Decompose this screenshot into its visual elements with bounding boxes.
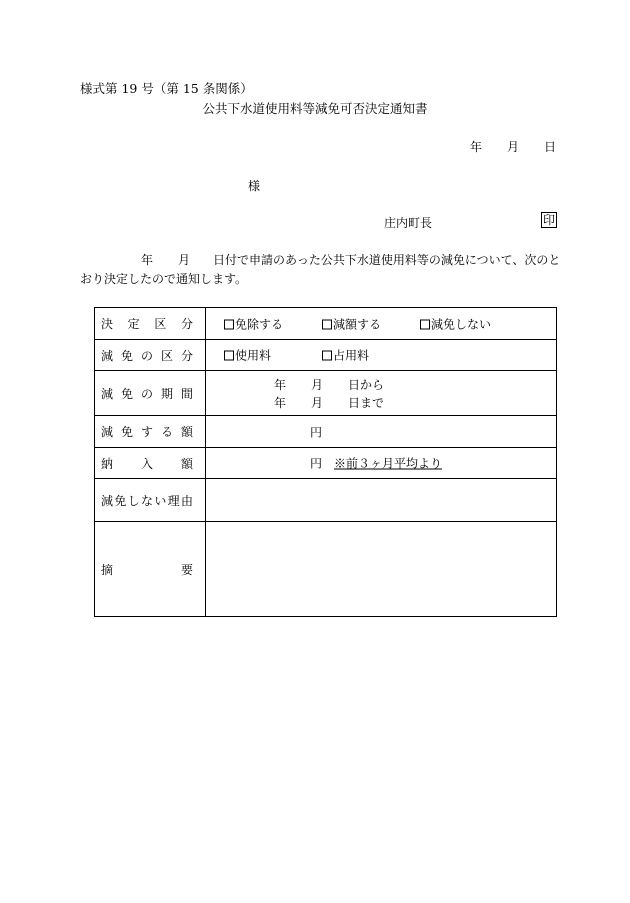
category-label: 減 免 の 区 分 xyxy=(101,348,193,363)
period-from-day: 日から xyxy=(348,378,385,392)
reason-label: 減免しない理由 xyxy=(101,493,193,508)
remarks-value-cell[interactable] xyxy=(206,522,557,617)
body-month: 月 xyxy=(178,253,191,267)
amount-label-cell xyxy=(95,416,206,448)
decision-table xyxy=(94,307,557,617)
period-label-cell xyxy=(95,371,206,416)
period-value-cell xyxy=(206,371,557,416)
checkbox-occupancy-fee[interactable] xyxy=(322,347,369,364)
option-label: 占用料 xyxy=(333,348,370,363)
period-row xyxy=(95,371,557,416)
payment-label: 納 入 額 xyxy=(101,456,193,471)
checkbox-square-icon xyxy=(322,319,332,329)
amount-unit: 円 xyxy=(310,425,323,439)
decision-row xyxy=(95,308,557,340)
decision-options-cell xyxy=(206,308,557,340)
amount-value-cell xyxy=(206,416,557,448)
checkbox-reduce[interactable] xyxy=(322,315,381,332)
decision-label: 決 定 区 分 xyxy=(101,317,193,331)
reason-value-cell[interactable] xyxy=(206,479,557,522)
category-row xyxy=(95,340,557,371)
form-number: 様式第 19 号（第 15 条関係） xyxy=(80,81,253,96)
period-from-year: 年 xyxy=(274,378,287,392)
document-title: 公共下水道使用料等減免可否決定通知書 xyxy=(202,101,428,116)
payment-row xyxy=(95,448,557,479)
reason-label-cell xyxy=(95,479,206,522)
option-label: 減免しない xyxy=(431,317,492,331)
checkbox-square-icon xyxy=(224,351,234,361)
sender-name: 庄内町長 xyxy=(384,216,433,230)
period-from-month: 月 xyxy=(311,378,324,392)
addressee-suffix: 様 xyxy=(248,179,261,193)
payment-label-cell xyxy=(95,448,206,479)
period-to-day: 日まで xyxy=(348,396,385,410)
period-label: 減 免 の 期 間 xyxy=(101,386,193,401)
checkbox-no-reduction[interactable] xyxy=(420,315,491,332)
option-label: 使用料 xyxy=(235,348,272,363)
amount-label: 減 免 す る 額 xyxy=(101,425,193,439)
date-month: 月 xyxy=(507,140,520,154)
reason-row xyxy=(95,479,557,522)
amount-row xyxy=(95,416,557,448)
remarks-label-cell xyxy=(95,522,206,617)
checkbox-usage-fee[interactable] xyxy=(224,347,271,364)
remarks-label: 摘 要 xyxy=(101,562,193,577)
payment-note: ※前３ヶ月平均より xyxy=(334,456,443,471)
checkbox-square-icon xyxy=(322,351,332,361)
checkbox-square-icon xyxy=(224,319,234,329)
body-line2: おり決定したので通知します。 xyxy=(80,272,248,286)
date-year: 年 xyxy=(470,140,483,154)
body-year: 年 xyxy=(141,253,154,267)
date-day: 日 xyxy=(544,140,557,154)
payment-unit: 円 xyxy=(310,456,323,471)
checkbox-square-icon xyxy=(420,319,430,329)
checkbox-exempt[interactable] xyxy=(224,315,283,332)
option-label: 免除する xyxy=(235,317,284,331)
option-label: 減額する xyxy=(333,317,382,331)
category-options-cell xyxy=(206,340,557,371)
period-to-year: 年 xyxy=(274,396,287,410)
decision-label-cell xyxy=(95,308,206,340)
seal-mark: 印 xyxy=(543,213,556,227)
category-label-cell xyxy=(95,340,206,371)
body-line1: 日付で申請のあった公共下水道使用料等の減免について、次のと xyxy=(213,253,561,267)
payment-value-cell xyxy=(206,448,557,479)
period-to-month: 月 xyxy=(311,396,324,410)
remarks-row xyxy=(95,522,557,617)
